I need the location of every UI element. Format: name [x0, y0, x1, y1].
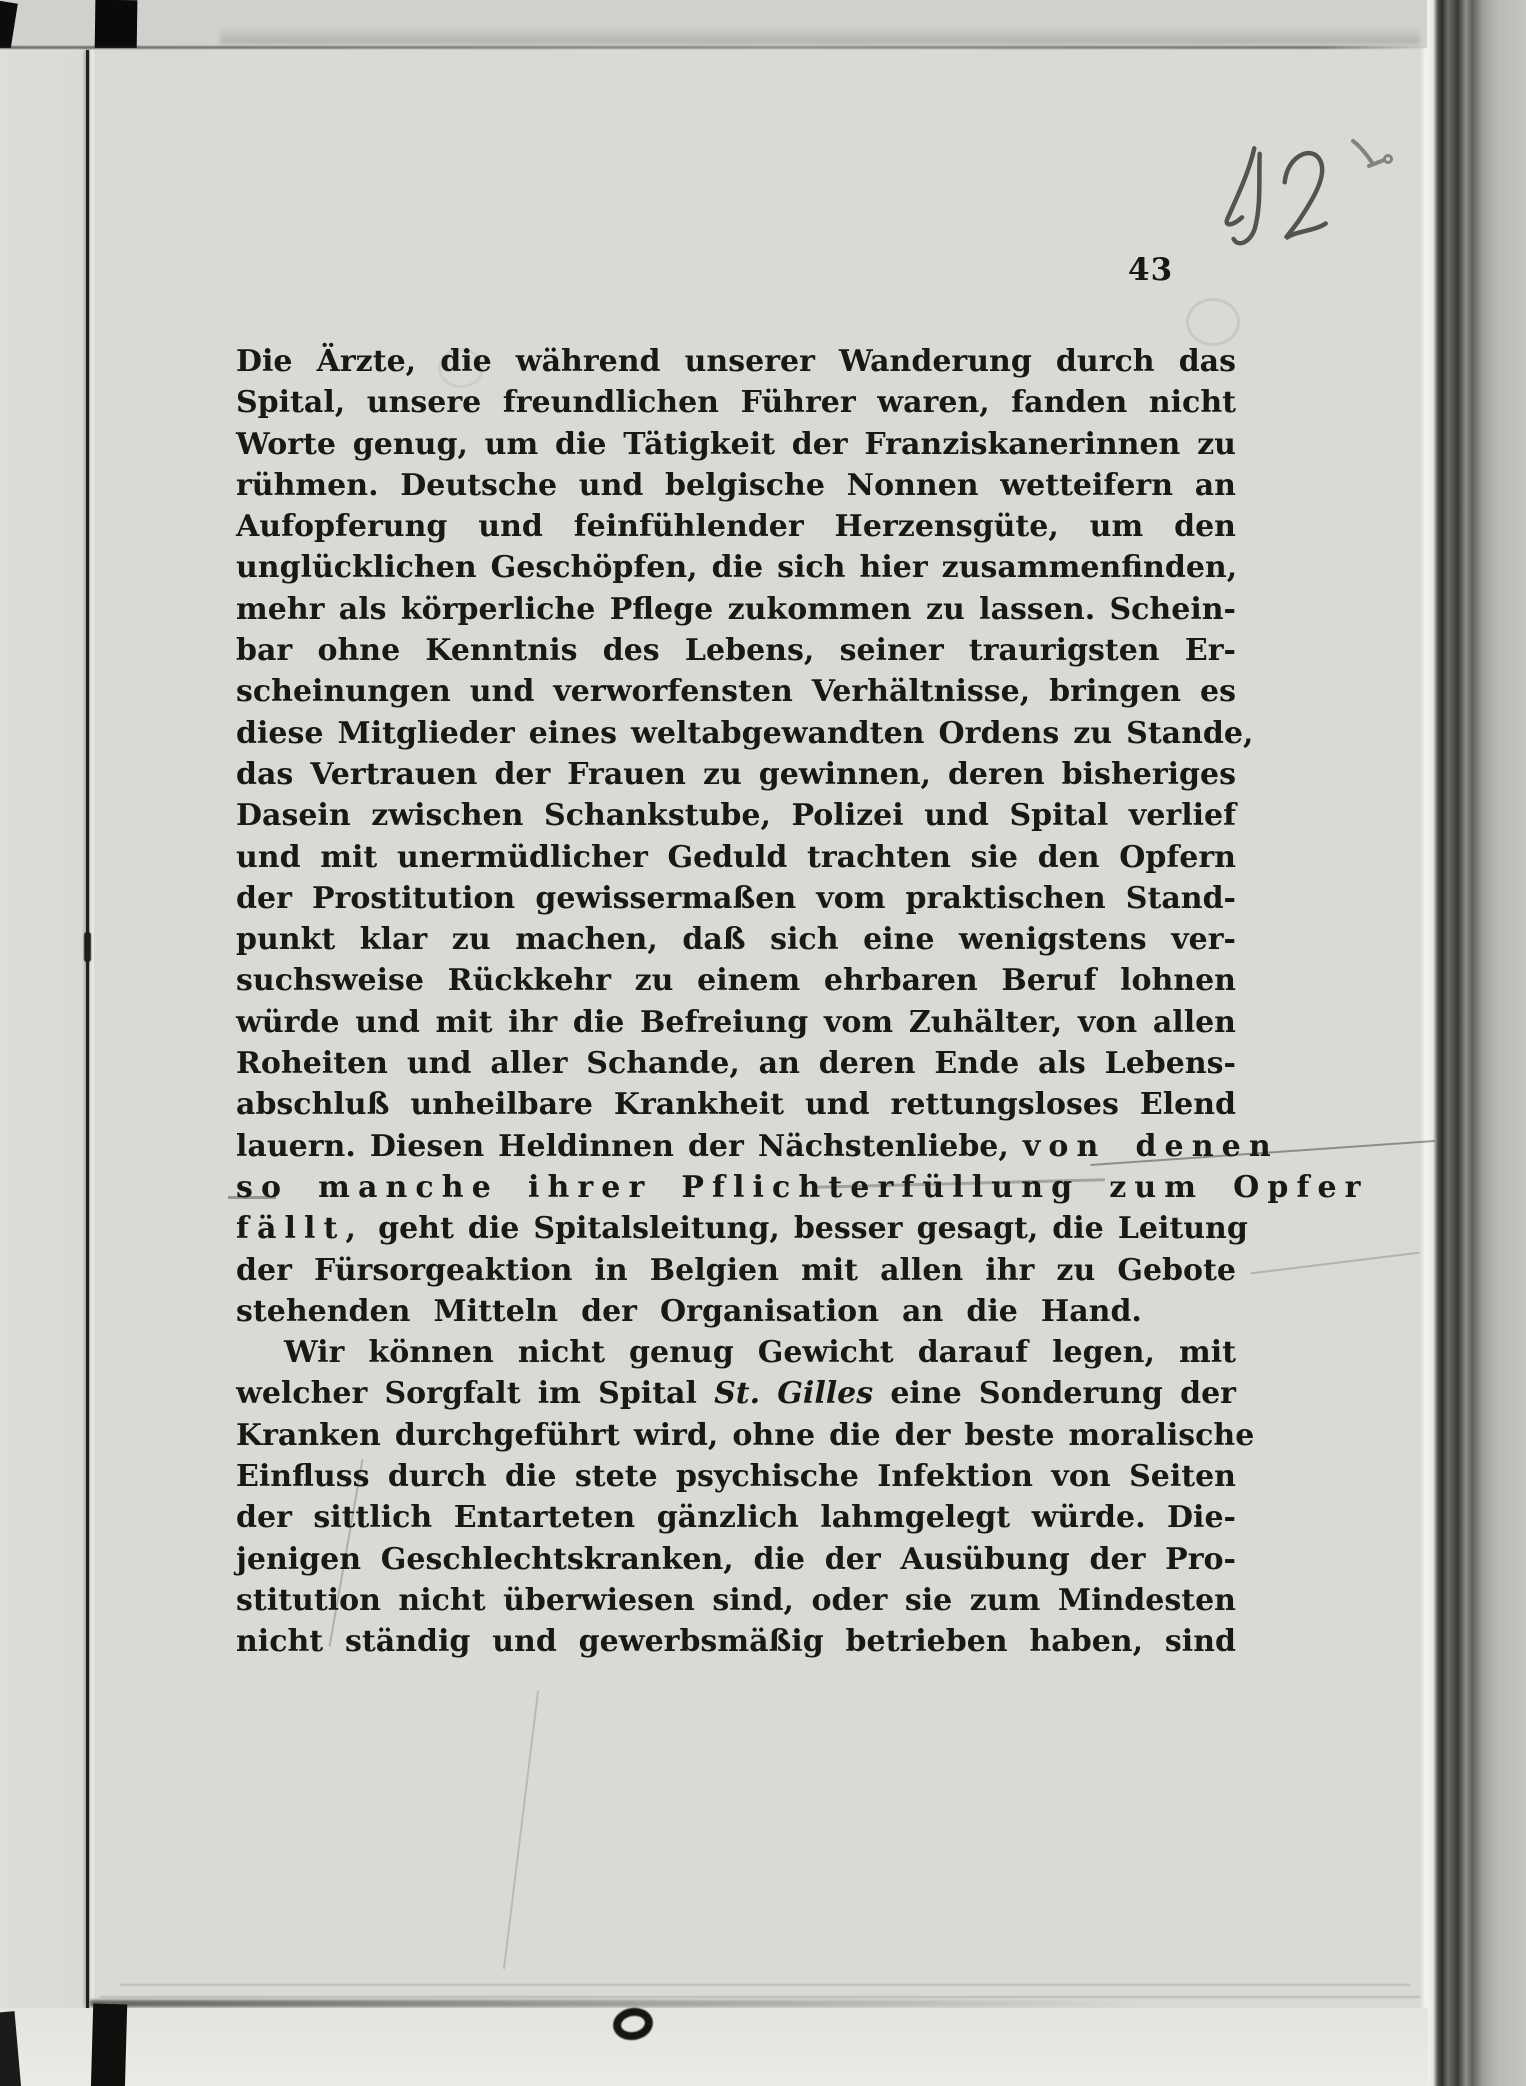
body-text: Worte genug, um die Tätigkeit der Franziskanerinnen zu — [236, 426, 1236, 462]
letterspaced-text: von denen — [1022, 1128, 1279, 1164]
text-line — [236, 837, 1236, 878]
body-text: diese Mitglieder eines weltabgewandten Ordens zu Stande, — [236, 715, 1254, 751]
text-line — [236, 1456, 1236, 1497]
body-text: das Vertrauen der Frauen zu gewinnen, deren bisheriges — [236, 756, 1236, 792]
body-text: nicht ständig und gewerbsmäßig betrieben haben, sind — [236, 1624, 1236, 1660]
body-text: geht die Spitalsleitung, besser gesagt, die Leitung — [364, 1211, 1248, 1247]
page-top-edge — [0, 46, 1430, 49]
letterspaced-text: fällt, — [236, 1211, 365, 1247]
text-line — [236, 1043, 1236, 1084]
page-fold-crease — [86, 50, 89, 2008]
text-line — [236, 424, 1236, 465]
body-text: suchsweise Rückkehr zu einem ehrbaren Beruf lohnen — [236, 963, 1236, 999]
body-text: Die Ärzte, die während unserer Wanderung durch das — [236, 344, 1236, 379]
page-behind-bottom — [0, 2008, 1428, 2086]
body-text: unglücklichen Geschöpfen, die sich hier zusammenfinden, — [236, 550, 1238, 586]
body-text: der sittlich Entarteten gänzlich lahmgelegt würde. Die- — [236, 1500, 1236, 1536]
body-text: Spital, unsere freundlichen Führer waren, fanden nicht — [236, 385, 1236, 421]
text-line — [236, 1580, 1236, 1621]
handwritten-folio-number — [1210, 133, 1368, 268]
body-text: punkt klar zu machen, daß sich eine wenigstens ver- — [236, 922, 1236, 958]
text-line — [236, 919, 1236, 960]
page-stack-edge — [100, 1996, 1420, 1998]
text-line — [236, 630, 1236, 671]
body-text: welcher Sorgfalt im Spital — [236, 1376, 715, 1412]
text-line — [236, 1291, 1236, 1332]
body-text: der Prostitution gewissermaßen vom praktischen Stand- — [236, 880, 1236, 916]
page-stack-edge — [120, 1984, 1410, 1986]
body-text: Wir können nicht genug Gewicht darauf legen, mit — [284, 1335, 1236, 1371]
text-line — [236, 341, 1236, 382]
body-text: Aufopferung und feinfühlender Herzensgüte, um den — [236, 509, 1236, 545]
text-line — [236, 506, 1236, 547]
body-text: eine Sonderung der — [873, 1376, 1236, 1412]
body-text: stehenden Mitteln der Organisation an die Hand. — [236, 1293, 1142, 1329]
text-line — [236, 465, 1236, 506]
text-line — [236, 1084, 1236, 1125]
body-text: würde und mit ihr die Befreiung vom Zuhälter, von allen — [236, 1004, 1236, 1040]
paper-stain — [1186, 298, 1240, 346]
text-line — [236, 878, 1236, 919]
text-line — [236, 1373, 1236, 1414]
body-text: rühmen. Deutsche und belgische Nonnen wetteifern an — [236, 467, 1236, 503]
text-line — [236, 1208, 1248, 1249]
body-text: lauern. Diesen Heldinnen der Nächstenliebe, — [236, 1128, 1023, 1164]
text-line — [236, 671, 1236, 712]
letterspaced-text: so manche ihrer Pflichterfüllung zum Opfer — [236, 1169, 1369, 1205]
text-line — [236, 382, 1236, 423]
body-text: abschluß unheilbare Krankheit und rettungsloses Elend — [236, 1087, 1236, 1123]
page-fold-highlight — [90, 50, 94, 2008]
body-text: bar ohne Kenntnis des Lebens, seiner traurigsten Er- — [236, 633, 1236, 669]
text-line — [236, 1497, 1236, 1538]
body-text: der Fürsorgeaktion in Belgien mit allen ihr zu Gebote — [236, 1252, 1236, 1288]
film-bottom-mark — [91, 2004, 127, 2086]
text-line — [236, 754, 1236, 795]
body-text: Dasein zwischen Schankstube, Polizei und Spital verlief — [236, 798, 1236, 834]
text-line — [236, 1621, 1236, 1662]
page-top-shadow — [220, 28, 1420, 44]
text-line — [236, 589, 1236, 630]
body-text: Kranken durchgeführt wird, ohne die der beste moralische — [236, 1417, 1255, 1453]
adjacent-page-edge — [0, 48, 87, 2010]
text-line — [236, 960, 1236, 1001]
text-line — [236, 1167, 1369, 1208]
page-number: 43 — [1128, 252, 1174, 288]
body-text: mehr als körperliche Pflege zukommen zu lassen. Schein- — [236, 591, 1236, 627]
italic-text: St. Gilles — [714, 1376, 874, 1412]
text-line — [236, 1415, 1255, 1456]
body-text: Einfluss durch die stete psychische Infektion von Seiten — [236, 1459, 1236, 1495]
body-text: stitution nicht überwiesen sind, oder sie zum Mindesten — [236, 1582, 1236, 1618]
body-text: jenigen Geschlechtskranken, die der Ausübung der Pro- — [236, 1541, 1236, 1577]
ink-speck — [84, 932, 91, 962]
text-line — [236, 1250, 1236, 1291]
text-line — [236, 1002, 1236, 1043]
text-line — [236, 795, 1236, 836]
body-text: und mit unermüdlicher Geduld trachten sie den Opfern — [236, 839, 1236, 875]
body-text: scheinungen und verworfensten Verhältnisse, bringen es — [236, 674, 1236, 710]
pencil-tick-icon — [1348, 136, 1400, 184]
scratch-mark — [228, 1196, 276, 1199]
text-line — [236, 1126, 1279, 1167]
text-block — [236, 341, 1369, 1663]
text-line — [236, 713, 1254, 754]
body-text: Roheiten und aller Schande, an deren Ende als Lebens- — [236, 1046, 1236, 1082]
text-line — [236, 1332, 1236, 1373]
text-line — [236, 547, 1236, 588]
text-line — [236, 1539, 1236, 1580]
book-spine-edges — [1427, 0, 1526, 2086]
page-bottom-edge — [90, 2000, 1140, 2007]
